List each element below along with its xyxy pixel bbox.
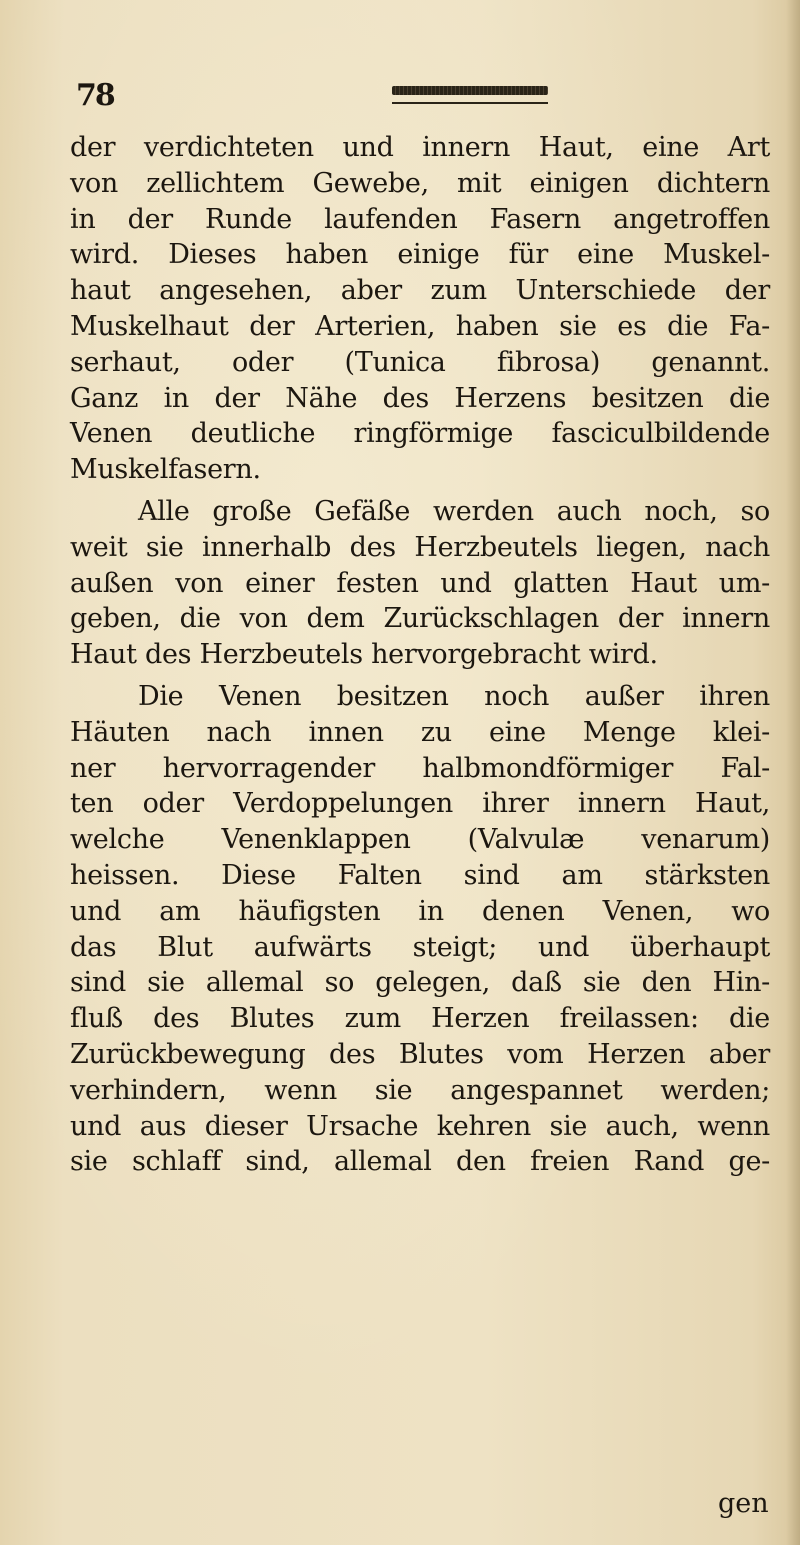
text-line: der verdichteten und innern Haut, eine Art: [70, 132, 770, 163]
text-line: ner hervorragender halbmondförmiger Fal-: [70, 752, 770, 784]
text-line: ten oder Verdoppelungen ihrer innern Haut,: [70, 788, 770, 820]
text-line: geben, die von dem Zurückschlagen der innern: [70, 603, 770, 635]
text-line: von zellichtem Gewebe, mit einigen dichtern: [70, 167, 770, 199]
text-line: und aus dieser Ursache kehren sie auch, wenn: [70, 1110, 770, 1142]
text-line: heissen. Diese Falten sind am stärksten: [70, 859, 770, 891]
body-text: [70, 130, 770, 1180]
text-line: Muskelfasern.: [70, 454, 261, 486]
text-line: fluß des Blutes zum Herzen freilassen: die: [70, 1003, 770, 1035]
catchword: gen: [718, 1488, 769, 1519]
text-line: Muskelhaut der Arterien, haben sie es die Fa-: [70, 310, 770, 342]
text-line: sie schlaff sind, allemal den freien Rand ge-: [70, 1146, 770, 1178]
text-line: welche Venenklappen (Valvulæ venarum): [70, 824, 770, 856]
text-line: in der Runde laufenden Fasern angetroffen: [70, 203, 770, 235]
text-line: serhaut, oder (Tunica fibrosa) genannt.: [70, 346, 770, 378]
text-line: außen von einer festen und glatten Haut um-: [70, 567, 770, 599]
page-edge-shadow: [786, 0, 800, 1545]
text-line: Haut des Herzbeutels hervorgebracht wird.: [70, 639, 658, 671]
text-line: wird. Dieses haben einige für eine Muskel-: [70, 239, 770, 271]
text-line: Alle große Gefäße werden auch noch, so: [138, 495, 770, 527]
text-line: Venen deutliche ringförmige fasciculbildende: [70, 418, 770, 450]
header-ornament-rule: [392, 86, 548, 95]
text-line: haut angesehen, aber zum Unterschiede der: [70, 275, 770, 307]
text-line: verhindern, wenn sie angespannet werden;: [70, 1074, 770, 1106]
header-thin-rule: [392, 102, 548, 104]
text-line: Häuten nach innen zu eine Menge klei-: [70, 716, 770, 748]
text-line: das Blut aufwärts steigt; und überhaupt: [70, 931, 770, 963]
text-line: weit sie innerhalb des Herzbeutels liegen, nach: [70, 531, 770, 563]
page-header: [0, 78, 800, 118]
text-line: Die Venen besitzen noch außer ihren: [138, 680, 770, 712]
text-line: Zurückbewegung des Blutes vom Herzen aber: [70, 1038, 770, 1070]
text-line: sind sie allemal so gelegen, daß sie den Hin-: [70, 967, 770, 999]
page-number: 78: [76, 78, 114, 113]
text-line: Ganz in der Nähe des Herzens besitzen die: [70, 382, 770, 414]
text-line: und am häufigsten in denen Venen, wo: [70, 895, 770, 927]
